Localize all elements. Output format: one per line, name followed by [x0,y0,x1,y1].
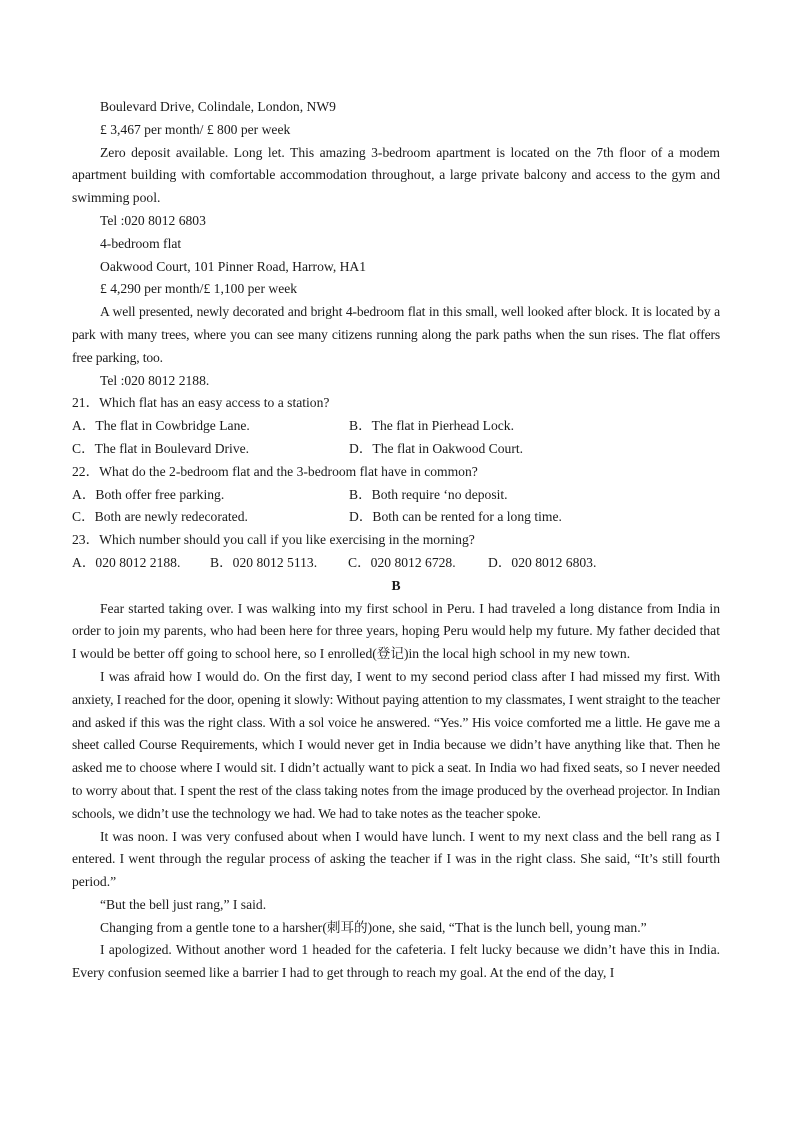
body-paragraph: It was noon. I was very confused about when I would have lunch. I went to my next class and the bell rang as I entered. I went through the regular process of asking the teacher if I was in the right class. She said, “It’s still fourth period.” [72,828,720,890]
phone-line: Tel :020 8012 2188. [100,372,210,388]
price-line: £ 4,290 per month/£ 1,100 per week [100,281,298,297]
answer-option: C．The flat in Boulevard Drive. [72,440,250,456]
answer-option: C．020 8012 6728. [348,554,456,570]
body-paragraph: I was afraid how I would do. On the first day, I went to my second period class after I had missed my first. With anxiety, I reached for the door, opening it slowly: Without paying attention to my classmates, I went straight to the teacher and asked if this was the right class. With a sol voice he answered. “Yes.” His voice comforted me a little. He gave me a sheet called Course Requirements, which I would never get in India because we didn’t have anything like that. Then he asked me to choose where I would sit. I didn’t actually want to pick a seat. In India wo had fixed seats, so I never needed to worry about that. I spent the rest of the class taking notes from the image produced by the overhead projector. In Indian schools, we didn’t use the technology we had. We had to take notes as the teacher spoke. [72,668,720,821]
answer-option: C．Both are newly redecorated. [72,509,248,525]
document-page [72,96,720,985]
answer-option: D．Both can be rented for a long time. [349,509,562,525]
question-options-row [72,484,720,507]
answer-option: D．020 8012 6803. [488,554,597,570]
answer-option: A．The flat in Cowbridge Lane. [72,418,250,434]
address-line: Oakwood Court, 101 Pinner Road, Harrow, HA1 [100,258,367,274]
flat-description: Zero deposit available. Long let. This amazing 3-bedroom apartment is located on the 7th floor of a modem apartment building with comfortable accommodation throughout, a large private balcony and access to the gym and swimming pool. [72,144,720,206]
body-paragraph: “But the bell just rang,” I said. [100,896,267,912]
question-options-row [72,506,720,529]
answer-option: A．020 8012 2188. [72,554,181,570]
address-line: Boulevard Drive, Colindale, London, NW9 [100,99,336,114]
section-heading: B [391,577,401,593]
flat-description: A well presented, newly decorated and bright 4-bedroom flat in this small, well looked after block. It is located by a park with many trees, where you can see many citizens running along the park paths when the sun rises. The flat offers free parking, too. [72,304,720,365]
body-paragraph: I apologized. Without another word 1 headed for the cafeteria. I felt lucky because we didn’t have this in India. Every confusion seemed like a barrier I had to get through to reach my goal. At the end of the day, I [72,942,720,981]
answer-option: B．020 8012 5113. [210,554,318,570]
question-options-row [72,552,720,575]
question-options-row [72,415,720,438]
question-options-row [72,438,720,461]
question-stem: 21．Which flat has an easy access to a station? [72,395,330,411]
price-line: £ 3,467 per month/ £ 800 per week [100,121,291,137]
answer-option: B．The flat in Pierhead Lock. [349,418,514,434]
answer-option: A．Both offer free parking. [72,486,225,502]
question-stem: 23．Which number should you call if you like exercising in the morning? [72,532,475,548]
body-paragraph: Changing from a gentle tone to a harsher(刺耳的)one, she said, “That is the lunch bell, young man.” [100,919,647,935]
phone-line: Tel :020 8012 6803 [100,212,206,228]
question-stem: 22．What do the 2-bedroom flat and the 3-bedroom flat have in common? [72,463,478,479]
body-paragraph: Fear started taking over. I was walking into my first school in Peru. I had traveled a long distance from India in order to join my parents, who had been here for three years, hoping Peru would help my future. My father decided that I would be better off going to school here, so I enrolled(登记)in the local high school in my new town. [72,600,720,662]
answer-option: D．The flat in Oakwood Court. [349,440,524,456]
flat-heading: 4-bedroom flat [100,235,182,251]
answer-option: B．Both require ‘no deposit. [349,486,508,502]
